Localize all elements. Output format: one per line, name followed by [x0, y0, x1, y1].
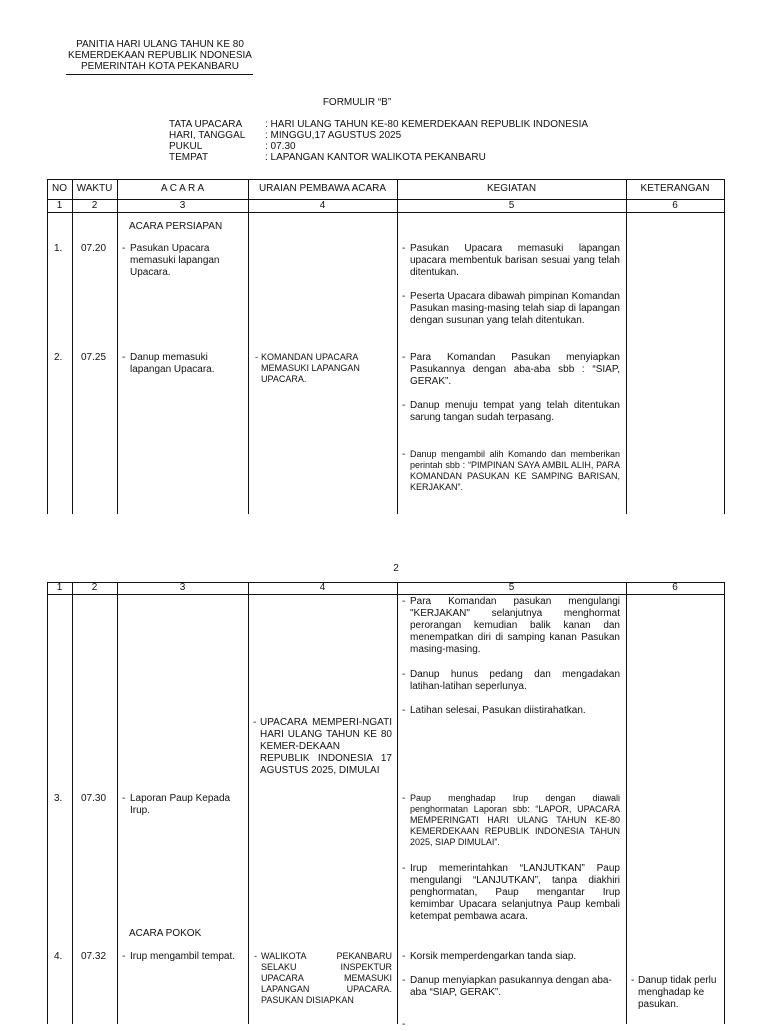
row-uraian: UPACARA MEMPERI-NGATI HARI ULANG TAHUN KE 80 KEMER-DEKAAN REPUBLIK INDONESIA 17 AGUSTUS 2025, DIMULAI: [260, 717, 392, 776]
table-rule: [72, 179, 73, 514]
table-rule: [724, 179, 725, 514]
col-number: 1: [56, 200, 63, 211]
bullet-dash: -: [122, 243, 126, 254]
bullet-dash: -: [402, 449, 406, 460]
row-kegiatan: Danup mengambil alih Komando dan memberikan perintah sbb : “PIMPINAN SAYA AMBIL ALIH, PARA KOMANDAN PASUKAN KE SAMPING BARISAN, KERJAKAN”.: [410, 449, 620, 492]
table-rule: [626, 582, 627, 1024]
row-keterangan: Danup tidak perlu menghadap ke pasukan.: [638, 975, 717, 1010]
bullet-dash: -: [122, 793, 126, 804]
row-kegiatan: Pasukan Upacara memasuki lapangan upacara membentuk barisan sesuai yang telah ditentukan.: [410, 243, 620, 278]
bullet-dash: -: [254, 951, 257, 961]
row-acara: Irup mengambil tempat.: [130, 951, 236, 962]
bullet-dash: -: [402, 863, 406, 874]
row-number: 2.: [54, 352, 63, 363]
row-time: 07.32: [81, 951, 107, 962]
col-number: 4: [319, 582, 326, 593]
col-number: 2: [91, 582, 98, 593]
table-rule: [72, 582, 73, 1024]
row-kegiatan: Para Komandan pasukan mengulangi "KERJAKAN" selanjutnya menghormat perorangan kemudian balik kanan dan menempatkan diri di samping kanan Pasukan masing-masing.: [410, 596, 620, 655]
row-number: 1.: [54, 243, 63, 254]
meta-hari-label: HARI, TANGGAL: [169, 130, 246, 141]
row-number: 4.: [54, 951, 63, 962]
meta-tempat-value: : LAPANGAN KANTOR WALIKOTA PEKANBARU: [265, 152, 486, 163]
col-header-kegiatan: KEGIATAN: [486, 183, 537, 194]
bullet-dash: -: [402, 243, 406, 254]
row-acara: Laporan Paup Kepada Irup.: [130, 793, 231, 816]
col-number: 3: [179, 582, 186, 593]
row-acara: Danup memasuki lapangan Upacara.: [130, 352, 215, 375]
bullet-dash: -: [402, 596, 406, 607]
row-uraian: WALIKOTA PEKANBARU SELAKU INSPEKTUR UPACARA MEMASUKI LAPANGAN UPACARA. PASUKAN DISIAPKAN: [261, 951, 392, 1005]
col-number: 5: [508, 200, 515, 211]
col-number: 6: [672, 200, 678, 211]
col-header-waktu: WAKTU: [76, 183, 113, 194]
col-number: 5: [508, 582, 515, 593]
col-number: 2: [91, 200, 98, 211]
row-kegiatan: Danup menuju tempat yang telah ditentukan sarung tangan sudah terpasang.: [410, 400, 620, 423]
row-kegiatan: Danup hunus pedang dan mengadakan latihan-latihan seperlunya.: [410, 669, 620, 692]
table-rule: [47, 212, 725, 213]
section-acara-pokok: ACARA POKOK: [129, 928, 202, 939]
row-kegiatan: Danup menyiapkan pasukannya dengan aba-aba “SIAP, GERAK”.: [410, 975, 612, 998]
row-time: 07.20: [81, 243, 107, 254]
row-kegiatan: Para Komandan Pasukan menyiapkan Pasukannya dengan aba-aba sbb : “SIAP, GERAK”.: [410, 352, 620, 387]
col-header-no: NO: [52, 183, 67, 194]
bullet-dash: -: [122, 352, 126, 363]
form-title: FORMULIR “B”: [322, 97, 392, 108]
row-time: 07.30: [81, 793, 107, 804]
bullet-dash: -: [402, 291, 406, 302]
table-rule: [47, 179, 48, 514]
table-rule: [117, 582, 118, 1024]
table-rule: [397, 582, 398, 1024]
col-number: 6: [672, 582, 678, 593]
bullet-dash: -: [402, 951, 406, 962]
committee-republic: KEMERDEKAAN REPUBLIK NDONESIA: [68, 50, 252, 61]
meta-tata-label: TATA UPACARA: [169, 119, 243, 130]
row-number: 3.: [54, 793, 63, 804]
col-header-uraian: URAIAN PEMBAWA ACARA: [258, 183, 387, 194]
col-header-acara: A C A R A: [160, 183, 205, 194]
table-rule: [724, 582, 725, 1024]
bullet-dash: -: [402, 1019, 406, 1030]
col-header-keterangan: KETERANGAN: [640, 183, 710, 194]
table-rule: [47, 179, 725, 180]
row-time: 07.25: [81, 352, 107, 363]
row-kegiatan: Latihan selesai, Pasukan diistirahatkan.: [410, 705, 586, 716]
row-kegiatan: Paup menghadap Irup dengan diawali penghormatan Laporan sbb: “LAPOR, UPACARA MEMPERINGATI HARI ULANG TAHUN KE-80 KEMERDEKAAN REPUBLIK INDONESIA TAHUN 2025, SIAP DIMULAI”.: [410, 793, 620, 847]
col-number: 1: [56, 582, 63, 593]
bullet-dash: -: [253, 717, 257, 728]
bullet-dash: -: [631, 975, 635, 986]
bullet-dash: -: [402, 793, 406, 804]
meta-pukul-label: PUKUL: [169, 141, 203, 152]
bullet-dash: -: [122, 951, 126, 962]
page-number: 2: [393, 563, 399, 574]
bullet-dash: -: [402, 400, 406, 411]
meta-tempat-label: TEMPAT: [169, 152, 209, 163]
col-number: 3: [179, 200, 186, 211]
table-rule: [47, 582, 48, 1024]
row-acara: Pasukan Upacara memasuki lapangan Upacara.: [130, 243, 220, 278]
section-acara-persiapan: ACARA PERSIAPAN: [129, 221, 223, 232]
committee-city: PEMERINTAH KOTA PEKANBARU: [81, 61, 239, 72]
table-rule: [248, 582, 249, 1024]
meta-hari-value: : MINGGU,17 AGUSTUS 2025: [265, 130, 402, 141]
table-rule: [397, 179, 398, 514]
bullet-dash: -: [402, 352, 406, 363]
meta-pukul-value: : 07.30: [265, 141, 296, 152]
bullet-dash: -: [402, 669, 406, 680]
committee-name: PANITIA HARI ULANG TAHUN KE 80: [76, 39, 244, 50]
table-rule: [248, 179, 249, 514]
table-rule: [626, 179, 627, 514]
table-rule: [117, 179, 118, 514]
row-uraian: KOMANDAN UPACARA MEMASUKI LAPANGAN UPACARA.: [261, 352, 360, 384]
bullet-dash: -: [402, 975, 406, 986]
bullet-dash: -: [255, 352, 258, 362]
header-underline: [66, 74, 253, 75]
table-rule: [47, 594, 725, 595]
col-number: 4: [319, 200, 326, 211]
row-kegiatan: Peserta Upacara dibawah pimpinan Komandan Pasukan masing-masing telah siap di lapangan dengan susunan yang telah ditentukan.: [410, 291, 620, 326]
meta-tata-value: : HARI ULANG TAHUN KE-80 KEMERDEKAAN REPUBLIK INDONESIA: [265, 119, 589, 130]
bullet-dash: -: [402, 705, 406, 716]
row-kegiatan: Irup memerintahkan “LANJUTKAN” Paup mengulangi “LANJUTKAN”, tanpa diakhiri penghormatan, Paup mengantar Irup kemimbar Upacara selanjutnya Paup kembali ketempat pembawa acara.: [410, 863, 620, 922]
row-kegiatan: Korsik memperdengarkan tanda siap.: [410, 951, 577, 962]
